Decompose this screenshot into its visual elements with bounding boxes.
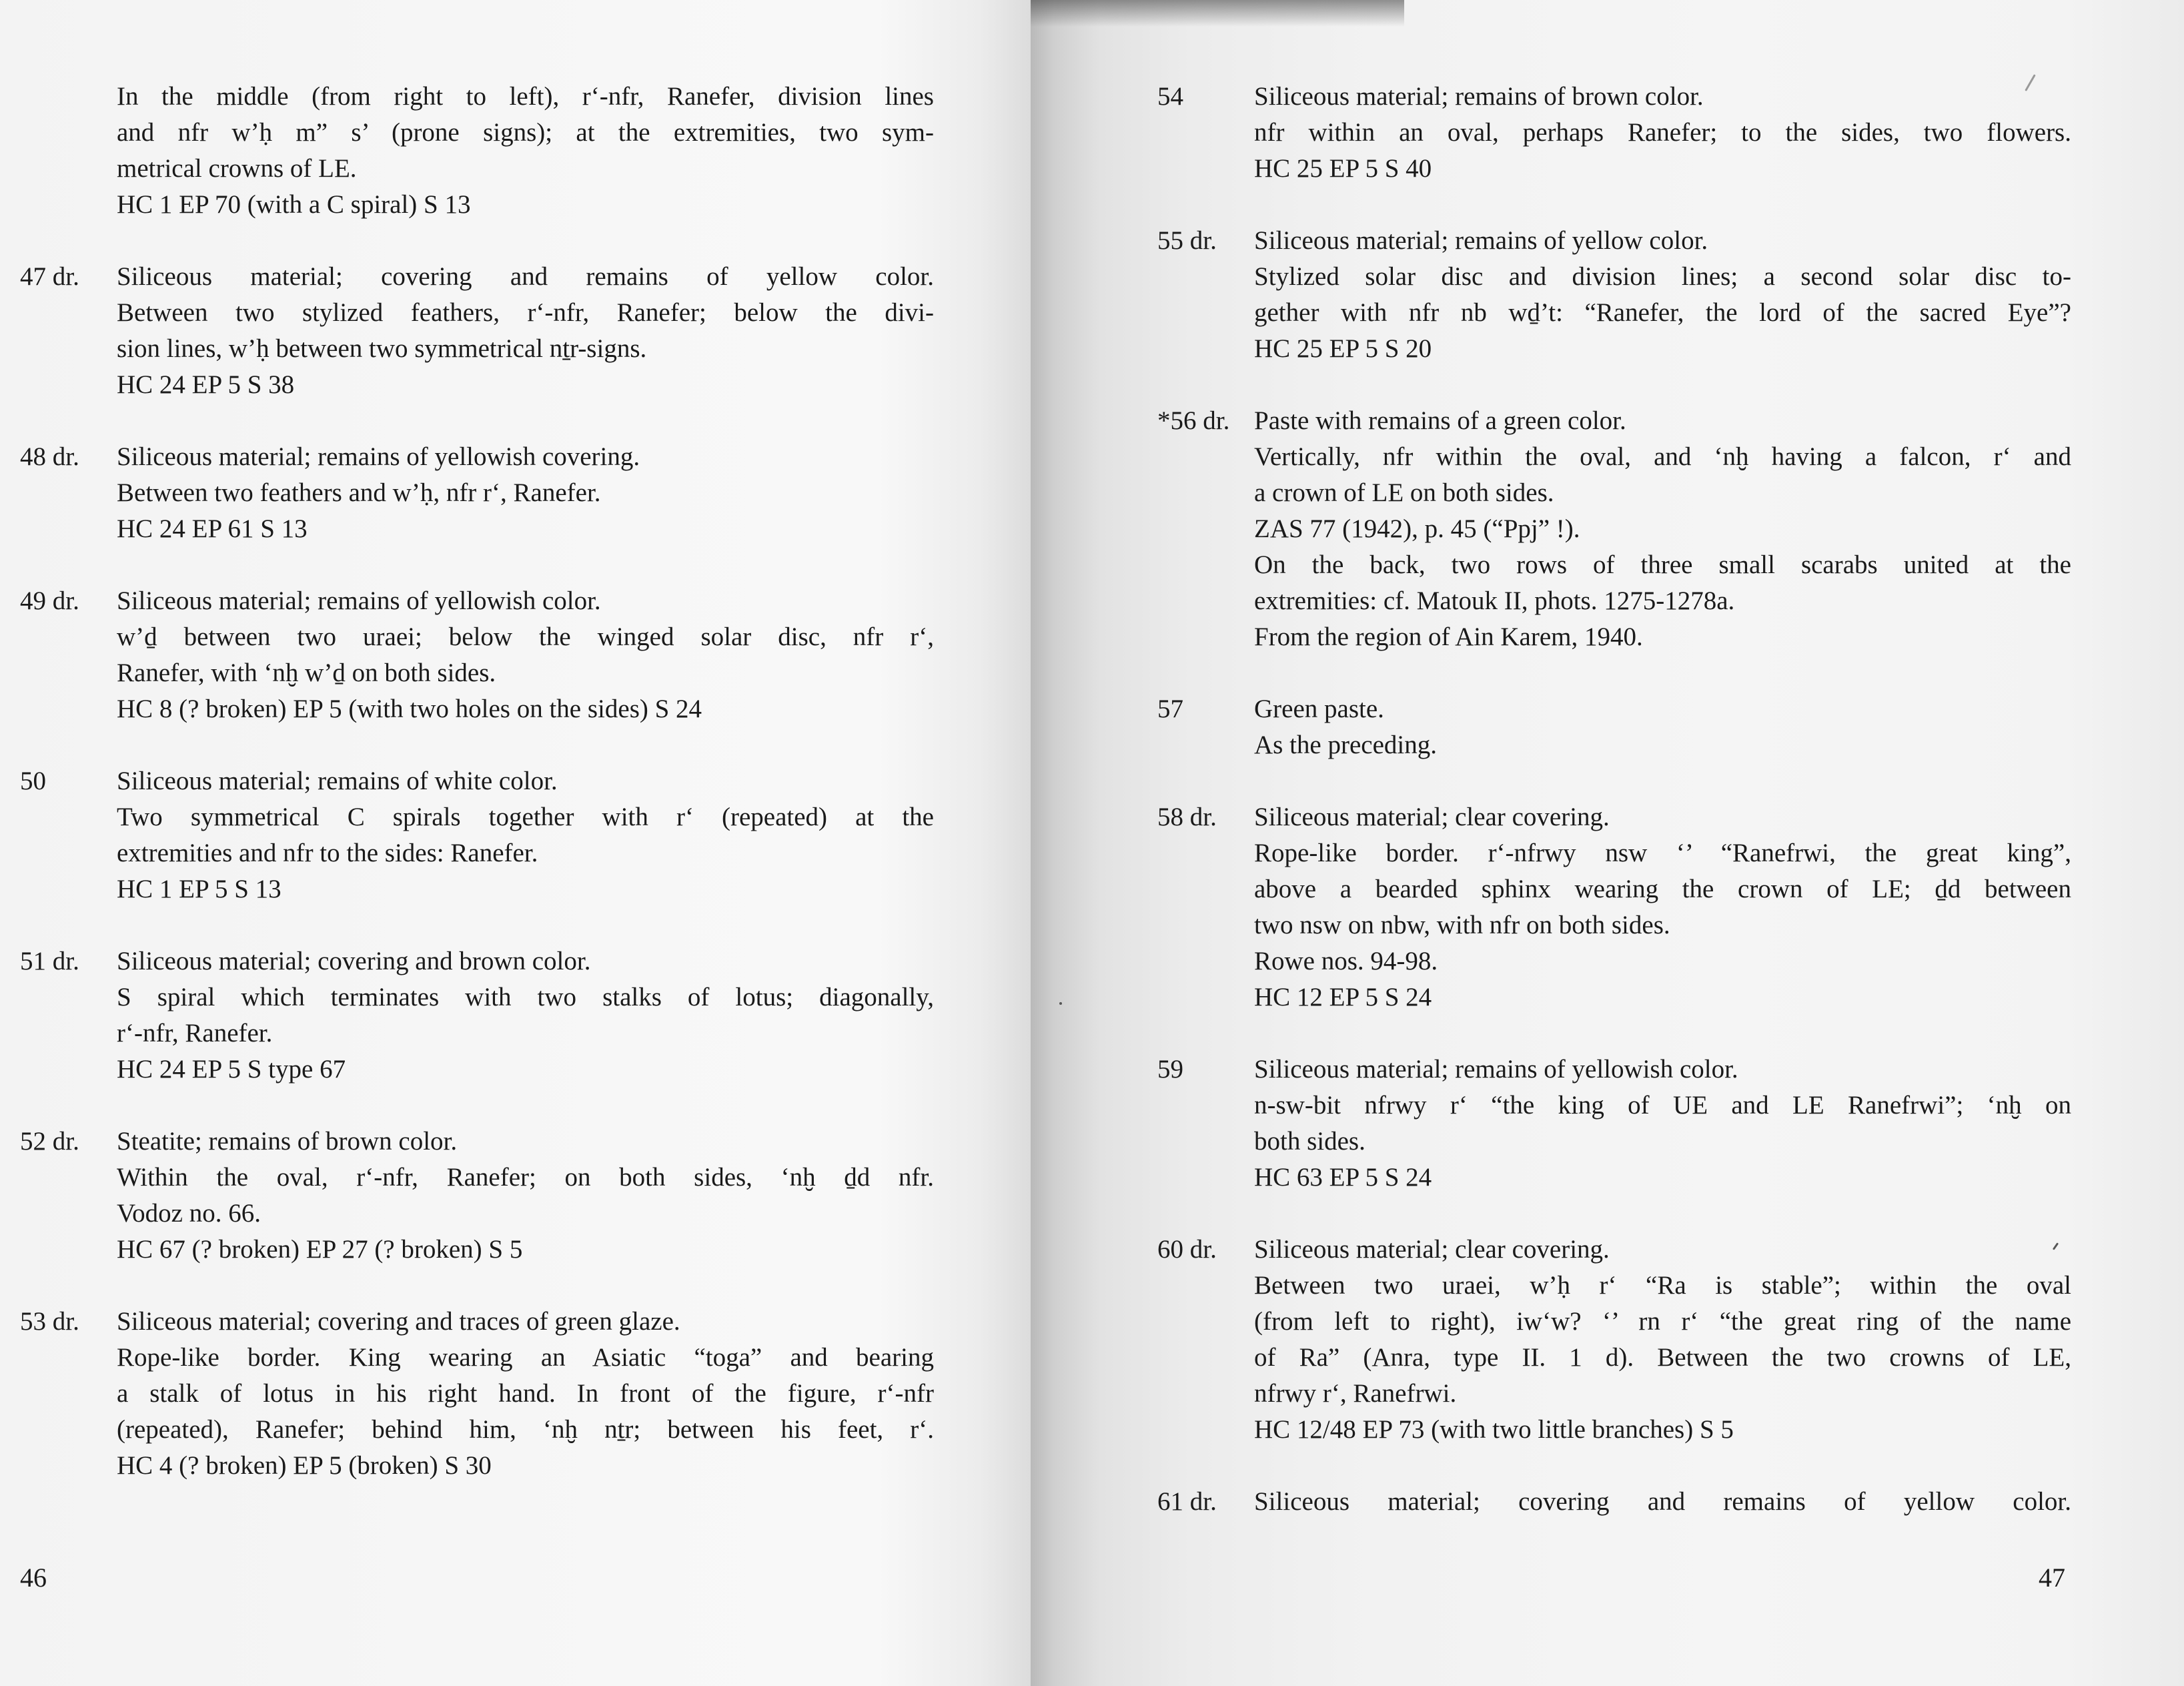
entry-line: Vodoz no. 66. [117,1199,261,1228]
catalog-entry [1157,403,2071,655]
gutter-shadow [1031,0,1404,27]
entry-line: both sides. [1254,1127,1366,1156]
catalog-entry [20,763,934,907]
entry-line: Vertically, nfr within the oval, and ‘nḫ having a falcon, r‘ and [1254,442,2071,471]
entry-line: of Ra” (Anra, type II. 1 d). Between the two crowns of LE, [1254,1343,2071,1372]
entry-line: Rowe nos. 94-98. [1254,947,1438,975]
entry-number: 47 dr. [20,262,79,291]
entry-line: Siliceous material; remains of white color. [117,767,558,795]
entry-description [117,79,934,223]
entry-line: From the region of Ain Karem, 1940. [1254,622,1643,651]
entry-line: Siliceous material; remains of yellowish color. [117,586,601,615]
entry-description [1254,1484,2071,1520]
entry-line: HC 8 (? broken) EP 5 (with two holes on the sides) S 24 [117,695,702,723]
entry-number: 51 dr. [20,947,79,975]
entry-line: Siliceous material; covering and remains of yellow color. [117,262,934,291]
entry-line: HC 67 (? broken) EP 27 (? broken) S 5 [117,1235,523,1264]
entry-line: Within the oval, r‘-nfr, Ranefer; on both sides, ‘nḫ ḏd nfr. [117,1163,934,1192]
entry-line: w’ḏ between two uraei; below the winged solar disc, nfr r‘, [117,622,934,651]
entry-line: HC 24 EP 61 S 13 [117,514,308,543]
entry-line: Siliceous material; remains of yellowish covering. [117,442,640,471]
entry-line: Siliceous material; covering and traces of green glaze. [117,1307,680,1336]
entry-number: 49 dr. [20,586,79,615]
entry-line: sion lines, w’ḥ between two symmetrical nṯr-signs. [117,334,647,363]
entry-number: 61 dr. [1157,1487,1217,1516]
entry-number: 48 dr. [20,442,79,471]
entry-line: Ranefer, with ‘nḫ w’ḏ on both sides. [117,659,496,687]
catalog-entry [20,1124,934,1268]
catalog-entry [1157,691,2071,763]
entry-line: Siliceous material; remains of yellowish color. [1254,1055,1738,1084]
entry-number: *56 dr. [1157,406,1230,435]
print-speck [1059,1002,1062,1005]
entry-line: Steatite; remains of brown color. [117,1127,458,1156]
entry-line: Rope-like border. r‘-nfrwy nsw ‘’ “Ranefrwi, the great king”, [1254,839,2071,867]
entry-line: HC 63 EP 5 S 24 [1254,1163,1432,1192]
entry-line: HC 12 EP 5 S 24 [1254,983,1432,1011]
entry-description [117,1304,934,1484]
entry-line: Stylized solar disc and division lines; a second solar disc to- [1254,262,2071,291]
entry-line: Between two stylized feathers, r‘-nfr, Ranefer; below the divi- [117,298,934,327]
entry-line: two nsw on nbw, with nfr on both sides. [1254,911,1670,939]
entry-line: Two symmetrical C spirals together with r‘ (repeated) at the [117,803,934,831]
entry-number: 60 dr. [1157,1235,1217,1264]
entry-line: HC 1 EP 70 (with a C spiral) S 13 [117,190,471,219]
entry-line: Between two uraei, w’ḥ r‘ “Ra is stable”; within the oval [1254,1271,2071,1300]
entry-line: HC 25 EP 5 S 40 [1254,154,1432,183]
catalog-entry [20,439,934,547]
entry-line: nfrwy r‘, Ranefrwi. [1254,1379,1457,1408]
catalog-entry [1157,799,2071,1015]
entry-description [117,439,934,547]
entry-description [1254,403,2071,655]
entry-description [117,259,934,403]
entry-line: Siliceous material; covering and brown color. [117,947,591,975]
entry-line: Siliceous material; clear covering. [1254,803,1610,831]
catalog-entry [20,1304,934,1484]
entry-number: 53 dr. [20,1307,79,1336]
entry-line: Paste with remains of a green color. [1254,406,1626,435]
entry-description [1254,1051,2071,1196]
catalog-entry [1157,1051,2071,1196]
entry-description [117,1124,934,1268]
entry-line: Siliceous material; remains of yellow color. [1254,226,1708,255]
catalog-entry [20,583,934,727]
entry-description [1254,799,2071,1015]
entry-line: HC 24 EP 5 S type 67 [117,1055,346,1084]
entry-line: and nfr w’ḥ m” s’ (prone signs); at the extremities, two sym- [117,118,934,147]
entry-number: 59 [1157,1055,1183,1084]
entry-line: n-sw-bit nfrwy r‘ “the king of UE and LE Ranefrwi”; ‘nḫ on [1254,1091,2071,1120]
entry-line: nfr within an oval, perhaps Ranefer; to the sides, two flowers. [1254,118,2071,147]
entry-line: HC 12/48 EP 73 (with two little branches) S 5 [1254,1415,1734,1444]
entry-line: In the middle (from right to left), r‘-nfr, Ranefer, division lines [117,82,934,111]
entry-line: a crown of LE on both sides. [1254,478,1554,507]
entry-line: (repeated), Ranefer; behind him, ‘nḫ nṯr; between his feet, r‘. [117,1415,934,1444]
entry-line: On the back, two rows of three small scarabs united at the [1254,550,2071,579]
entry-line: Rope-like border. King wearing an Asiatic “toga” and bearing [117,1343,934,1372]
left-page-entries [20,79,934,1520]
page-number-right: 47 [2039,1563,2065,1593]
entry-number: 55 dr. [1157,226,1217,255]
entry-line: HC 4 (? broken) EP 5 (broken) S 30 [117,1451,492,1480]
entry-line: above a bearded sphinx wearing the crown of LE; ḏd between [1254,875,2071,903]
entry-line: Between two feathers and w’ḥ, nfr r‘, Ranefer. [117,478,601,507]
entry-line: Siliceous material; remains of brown color. [1254,82,1704,111]
catalog-entry [20,79,934,223]
catalog-entry [1157,223,2071,367]
page-number-left: 46 [20,1563,47,1593]
entry-line: extremities: cf. Matouk II, phots. 1275-1278a. [1254,586,1735,615]
entry-line: r‘-nfr, Ranefer. [117,1019,273,1047]
entry-number: 52 dr. [20,1127,79,1156]
entry-number: 58 dr. [1157,803,1217,831]
entry-description [117,583,934,727]
catalog-entry [1157,1232,2071,1448]
entry-line: a stalk of lotus in his right hand. In front of the figure, r‘-nfr [117,1379,934,1408]
catalog-entry [20,943,934,1088]
catalog-entry [20,259,934,403]
entry-line: extremities and nfr to the sides: Ranefer. [117,839,538,867]
entry-description [1254,1232,2071,1448]
entry-line: Green paste. [1254,695,1384,723]
entry-line: HC 1 EP 5 S 13 [117,875,282,903]
entry-line: As the preceding. [1254,731,1437,759]
entry-line: (from left to right), iw‘w? ‘’ rn r‘ “the great ring of the name [1254,1307,2071,1336]
right-page-entries [1157,79,2071,1556]
entry-line: HC 24 EP 5 S 38 [117,370,295,399]
entry-description [1254,223,2071,367]
entry-line: HC 25 EP 5 S 20 [1254,334,1432,363]
entry-line: gether with nfr nb wḏ’t: “Ranefer, the lord of the sacred Eye”? [1254,298,2071,327]
entry-number: 54 [1157,82,1183,111]
entry-line: Siliceous material; clear covering. [1254,1235,1610,1264]
catalog-entry [1157,1484,2071,1520]
entry-description [117,763,934,907]
entry-number: 57 [1157,695,1183,723]
entry-line: S spiral which terminates with two stalks of lotus; diagonally, [117,983,934,1011]
entry-line: Siliceous material; covering and remains of yellow color. [1254,1487,2071,1516]
entry-description [117,943,934,1088]
catalog-entry [1157,79,2071,187]
entry-number: 50 [20,767,46,795]
entry-description [1254,691,2071,763]
entry-line: ZAS 77 (1942), p. 45 (“Ppj” !). [1254,514,1580,543]
entry-line: metrical crowns of LE. [117,154,357,183]
entry-description [1254,79,2071,187]
